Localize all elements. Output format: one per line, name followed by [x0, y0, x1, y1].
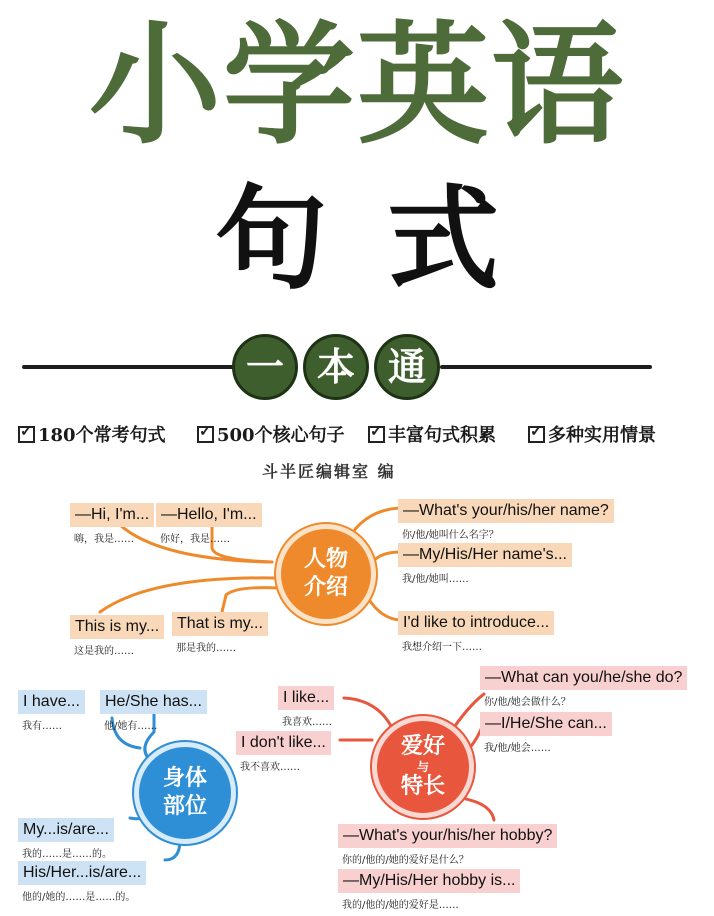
hobby-translation-3: 你/他/她会做什么？	[484, 697, 571, 708]
intro-phrase-6: That is my...	[172, 612, 268, 636]
intro-phrase-7: I'd like to introduce...	[398, 611, 554, 635]
hobby-translation-2: 我不喜欢……	[240, 762, 300, 773]
hobby-translation-4: 我/他/她会……	[484, 743, 551, 754]
body-translation-4: 他的/她的……是……的。	[22, 892, 136, 903]
intro-phrase-3: —What's your/his/her name?	[398, 499, 614, 523]
intro-phrase-1: —Hi, I'm...	[70, 503, 154, 527]
hobby-phrase-2: I don't like...	[236, 731, 331, 755]
feature-3-label: 丰富句式积累	[388, 425, 496, 446]
hobby-translation-6: 我的/他的/她的爱好是……	[342, 900, 459, 911]
hobby-phrase-3: —What can you/he/she do?	[480, 666, 687, 690]
intro-translation-4: 我/他/她叫……	[402, 574, 469, 585]
hub-intro	[276, 524, 376, 624]
hub-hobby-line-3: 特长	[400, 774, 445, 799]
hub-intro-line-2: 介绍	[303, 575, 348, 600]
intro-translation-1: 嗨，我是……	[74, 534, 134, 545]
body-translation-1: 我有……	[22, 721, 62, 732]
hub-body	[134, 742, 236, 844]
body-translation-2: 他/她有……	[104, 721, 158, 732]
intro-translation-7: 我想介绍一下……	[402, 642, 482, 653]
intro-translation-2: 你好，我是……	[160, 534, 230, 545]
hobby-translation-1: 我喜欢……	[282, 717, 332, 728]
intro-translation-6: 那是我的……	[176, 643, 236, 654]
hub-hobby-line-1: 爱好	[400, 734, 445, 759]
feature-2-label: 500个核心句子	[217, 425, 345, 446]
hub-hobby-line-2: 与	[416, 760, 429, 774]
hub-body-line-2: 部位	[162, 794, 207, 819]
intro-phrase-2: —Hello, I'm...	[156, 503, 262, 527]
badge-circle-3: 通	[374, 334, 440, 400]
hobby-translation-5: 你的/他的/她的爱好是什么？	[342, 855, 469, 866]
body-phrase-2: He/She has...	[100, 690, 207, 714]
intro-phrase-4: —My/His/Her name's...	[398, 543, 572, 567]
intro-translation-3: 你/他/她叫什么名字？	[402, 530, 499, 541]
intro-phrase-5: This is my...	[70, 615, 164, 639]
hobby-phrase-1: I like...	[278, 686, 334, 710]
feature-1-label: 180个常考句式	[38, 425, 166, 446]
feature-4-label: 多种实用情景	[548, 425, 656, 446]
book-title: 小学英语	[89, 9, 625, 163]
hobby-phrase-5: —What's your/his/her hobby?	[338, 824, 557, 848]
body-phrase-3: My...is/are...	[18, 818, 114, 842]
hobby-phrase-6: —My/His/Her hobby is...	[338, 869, 520, 893]
hub-intro-line-1: 人物	[303, 547, 348, 572]
hub-hobby	[372, 716, 474, 818]
body-phrase-4: His/Her...is/are...	[18, 861, 146, 885]
body-phrase-1: I have...	[18, 690, 85, 714]
editor-credit: 斗半匠编辑室 编	[262, 462, 396, 481]
body-translation-3: 我的……是……的。	[22, 849, 112, 860]
hub-body-line-1: 身体	[162, 766, 207, 791]
book-subtitle: 句式	[215, 175, 559, 305]
intro-translation-5: 这是我的……	[74, 646, 134, 657]
badge-circle-1: 一	[232, 334, 298, 400]
badge-circle-2: 本	[303, 334, 369, 400]
hobby-phrase-4: —I/He/She can...	[480, 712, 612, 736]
